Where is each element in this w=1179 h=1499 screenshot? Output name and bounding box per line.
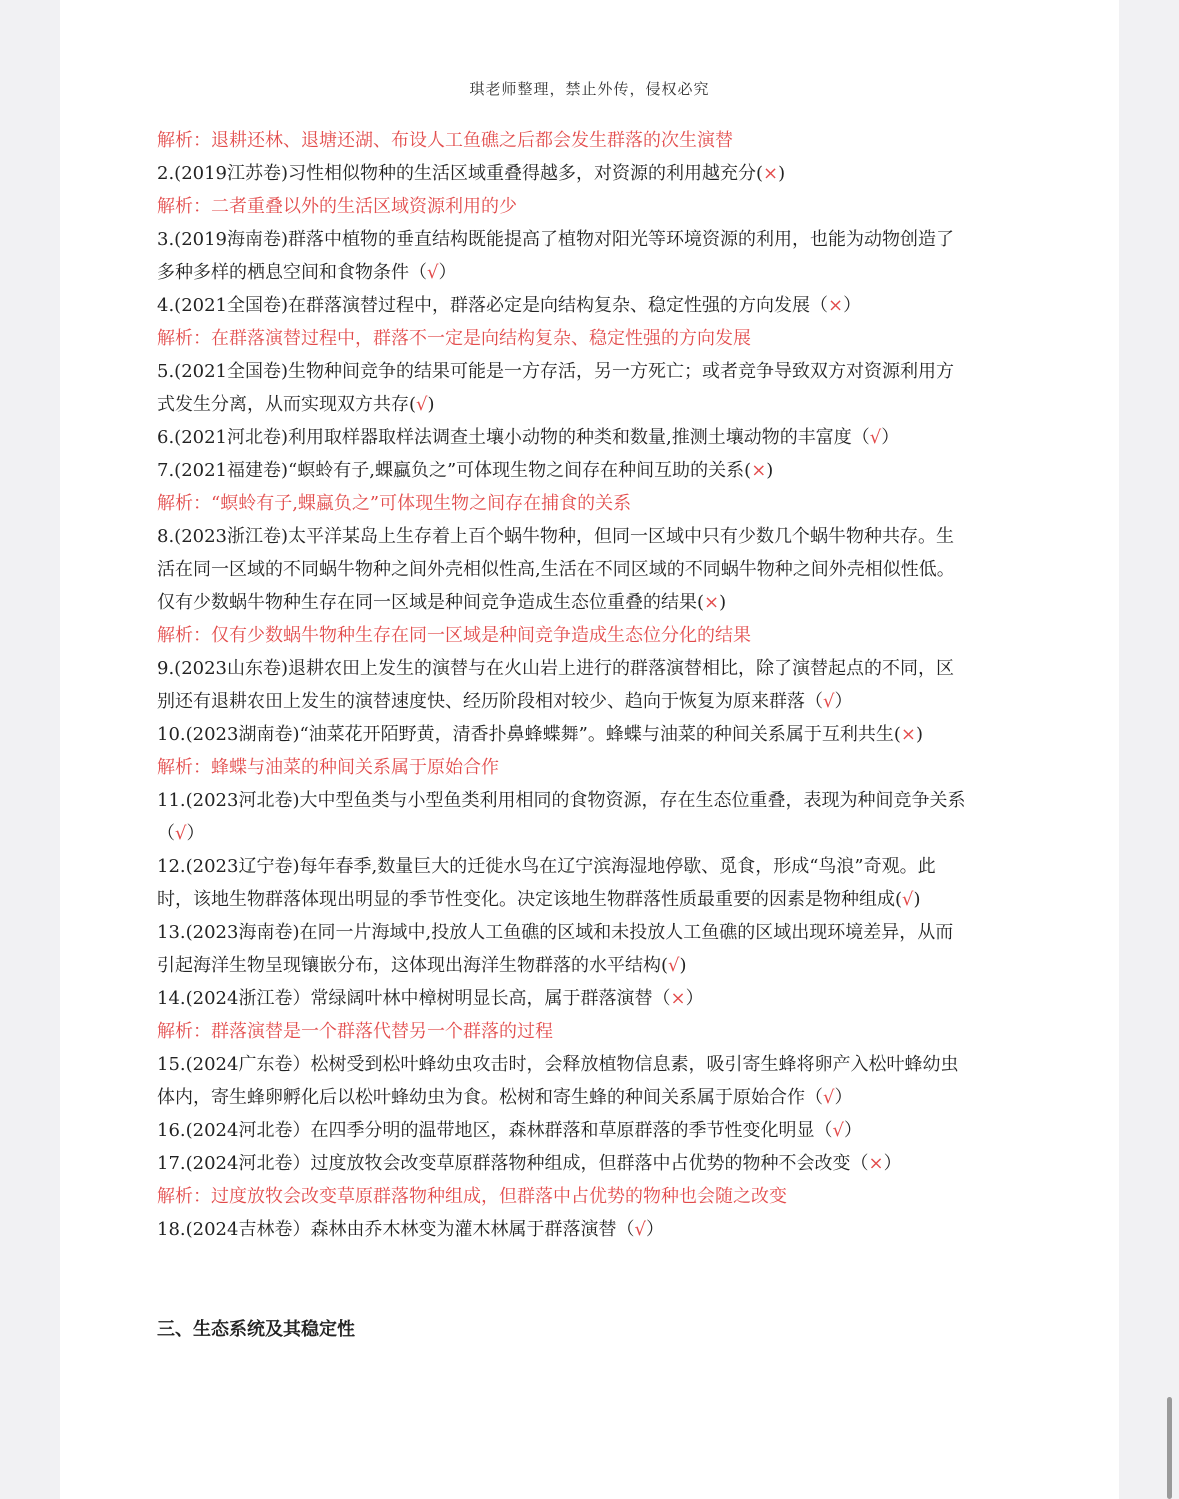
question-line xyxy=(157,454,1027,487)
question-line xyxy=(157,1048,1027,1081)
closing-paren: ） xyxy=(685,988,704,1009)
analysis-line xyxy=(157,1180,1027,1213)
check-mark: √ xyxy=(416,394,428,415)
vertical-scrollbar[interactable] xyxy=(1167,1397,1172,1499)
question-line xyxy=(157,982,1027,1015)
line-text: 10.(2023湖南卷)“油菜花开陌野黄，清香扑鼻蜂蝶舞”。蜂蝶与油菜的种间关系属于互利共生( xyxy=(157,724,901,745)
cross-mark: × xyxy=(900,724,916,745)
question-item xyxy=(157,652,1027,718)
closing-paren: ） xyxy=(883,1153,902,1174)
analysis-block xyxy=(157,322,1027,355)
line-text: 解析：蜂蝶与油菜的种间关系属于原始合作 xyxy=(157,757,499,778)
question-item xyxy=(157,157,1027,190)
question-item xyxy=(157,1114,1027,1147)
check-mark: √ xyxy=(832,1120,844,1141)
cross-mark: × xyxy=(763,163,779,184)
question-line xyxy=(157,388,1027,421)
line-text: 2.(2019江苏卷)习性相似物种的生活区域重叠得越多，对资源的利用越充分( xyxy=(157,163,764,184)
line-text: （ xyxy=(157,823,175,844)
line-text: 18.(2024吉林卷）森林由乔木林变为灌木林属于群落演替（ xyxy=(157,1219,635,1240)
question-item xyxy=(157,982,1027,1015)
question-item xyxy=(157,1147,1027,1180)
line-text: 活在同一区域的不同蜗牛物种之间外壳相似性高,生活在不同区域的不同蜗牛物种之间外壳相似性低。 xyxy=(157,559,955,580)
question-item xyxy=(157,520,1027,619)
question-item xyxy=(157,850,1027,916)
line-text: 别还有退耕农田上发生的演替速度快、经历阶段相对较少、趋向于恢复为原来群落（ xyxy=(157,691,823,712)
check-mark: √ xyxy=(902,889,914,910)
question-line xyxy=(157,1081,1027,1114)
analysis-line xyxy=(157,751,1027,784)
question-list xyxy=(157,124,1027,1246)
question-item xyxy=(157,718,1027,751)
watermark-header: 琪老师整理，禁止外传，侵权必究 xyxy=(469,80,710,98)
question-line xyxy=(157,256,1027,289)
closing-paren: ) xyxy=(766,460,774,481)
closing-paren: ) xyxy=(916,724,924,745)
question-item xyxy=(157,1048,1027,1114)
analysis-block xyxy=(157,619,1027,652)
analysis-line xyxy=(157,124,1027,157)
closing-paren: ) xyxy=(679,955,687,976)
section-heading: 三、生态系统及其稳定性 xyxy=(157,1319,355,1340)
analysis-block xyxy=(157,1180,1027,1213)
line-text: 16.(2024河北卷）在四季分明的温带地区，森林群落和草原群落的季节性变化明显（ xyxy=(157,1120,833,1141)
line-text: 6.(2021河北卷)利用取样器取样法调查土壤小动物的种类和数量,推测土壤动物的丰富度（ xyxy=(157,427,870,448)
closing-paren: ） xyxy=(438,262,457,283)
analysis-line xyxy=(157,1015,1027,1048)
line-text: 17.(2024河北卷）过度放牧会改变草原群落物种组成，但群落中占优势的物种不会改变（ xyxy=(157,1153,869,1174)
line-text: 体内，寄生蜂卵孵化后以松叶蜂幼虫为食。松树和寄生蜂的种间关系属于原始合作（ xyxy=(157,1087,823,1108)
closing-paren: ） xyxy=(843,1120,862,1141)
check-mark: √ xyxy=(668,955,680,976)
question-line xyxy=(157,949,1027,982)
question-line xyxy=(157,784,1027,817)
line-text: 解析：在群落演替过程中，群落不一定是向结构复杂、稳定性强的方向发展 xyxy=(157,328,751,349)
check-mark: √ xyxy=(175,823,187,844)
analysis-line xyxy=(157,487,1027,520)
closing-paren: ） xyxy=(834,691,853,712)
line-text: 11.(2023河北卷)大中型鱼类与小型鱼类利用相同的食物资源，存在生态位重叠，表现为种间竞争关系 xyxy=(157,790,966,811)
question-line xyxy=(157,520,1027,553)
analysis-block xyxy=(157,190,1027,223)
analysis-block xyxy=(157,487,1027,520)
analysis-block xyxy=(157,751,1027,784)
closing-paren: ) xyxy=(719,592,727,613)
question-item xyxy=(157,355,1027,421)
line-text: 3.(2019海南卷)群落中植物的垂直结构既能提高了植物对阳光等环境资源的利用，也能为动物创造了 xyxy=(157,229,955,250)
line-text: 4.(2021全国卷)在群落演替过程中，群落必定是向结构复杂、稳定性强的方向发展（ xyxy=(157,295,829,316)
question-line xyxy=(157,1114,1027,1147)
check-mark: √ xyxy=(869,427,882,448)
line-text: 12.(2023辽宁卷)每年春季,数量巨大的迁徙水鸟在辽宁滨海湿地停歇、觅食，形成“鸟浪”奇观。此 xyxy=(157,856,936,877)
question-line xyxy=(157,553,1027,586)
question-line xyxy=(157,157,1027,190)
line-text: 14.(2024浙江卷）常绿阔叶林中樟树明显长高，属于群落演替（ xyxy=(157,988,671,1009)
closing-paren: ) xyxy=(913,889,921,910)
question-line xyxy=(157,355,1027,388)
analysis-block xyxy=(157,124,1027,157)
line-text: 解析：过度放牧会改变草原群落物种组成，但群落中占优势的物种也会随之改变 xyxy=(157,1186,787,1207)
cross-mark: × xyxy=(704,592,720,613)
question-line xyxy=(157,685,1027,718)
closing-paren: ) xyxy=(427,394,435,415)
check-mark: √ xyxy=(823,691,835,712)
question-line xyxy=(157,718,1027,751)
question-line xyxy=(157,1213,1027,1246)
question-line xyxy=(157,223,1027,256)
analysis-block xyxy=(157,1015,1027,1048)
check-mark: √ xyxy=(634,1219,646,1240)
line-text: 5.(2021全国卷)生物种间竞争的结果可能是一方存活，另一方死亡；或者竞争导致双方对资源利用方 xyxy=(157,361,955,382)
closing-paren: ） xyxy=(843,295,862,316)
line-text: 13.(2023海南卷)在同一片海域中,投放人工鱼礁的区域和未投放人工鱼礁的区域出现环境差异，从而 xyxy=(157,922,954,943)
line-text: 15.(2024广东卷）松树受到松叶蜂幼虫攻击时，会释放植物信息素，吸引寄生蜂将卵产入松叶蜂幼虫 xyxy=(157,1054,959,1075)
question-line xyxy=(157,652,1027,685)
line-text: 仅有少数蜗牛物种生存在同一区域是种间竞争造成生态位重叠的结果( xyxy=(157,592,705,613)
question-item xyxy=(157,1213,1027,1246)
check-mark: √ xyxy=(427,262,439,283)
question-line xyxy=(157,850,1027,883)
document-page xyxy=(60,0,1119,1499)
line-text: 解析：退耕还林、退塘还湖、布设人工鱼礁之后都会发生群落的次生演替 xyxy=(157,130,733,151)
line-text: 引起海洋生物呈现镶嵌分布，这体现出海洋生物群落的水平结构( xyxy=(157,955,669,976)
cross-mark: × xyxy=(751,460,767,481)
line-text: 8.(2023浙江卷)太平洋某岛上生存着上百个蜗牛物种，但同一区域中只有少数几个蜗牛物种共存。生 xyxy=(157,526,955,547)
question-item xyxy=(157,454,1027,487)
question-item xyxy=(157,784,1027,850)
line-text: 解析：群落演替是一个群落代替另一个群落的过程 xyxy=(157,1021,553,1042)
question-line xyxy=(157,916,1027,949)
analysis-line xyxy=(157,190,1027,223)
question-line xyxy=(157,883,1027,916)
line-text: 解析：二者重叠以外的生活区域资源利用的少 xyxy=(157,196,517,217)
cross-mark: × xyxy=(868,1153,884,1174)
check-mark: √ xyxy=(823,1087,835,1108)
cross-mark: × xyxy=(828,295,844,316)
question-line xyxy=(157,421,1027,454)
cross-mark: × xyxy=(670,988,686,1009)
line-text: 7.(2021福建卷)“螟蛉有子,蜾蠃负之”可体现生物之间存在种间互助的关系( xyxy=(157,460,752,481)
question-line xyxy=(157,817,1027,850)
closing-paren: ） xyxy=(645,1219,664,1240)
question-item xyxy=(157,223,1027,289)
line-text: 时，该地生物群落体现出明显的季节性变化。决定该地生物群落性质最重要的因素是物种组成( xyxy=(157,889,903,910)
question-item xyxy=(157,421,1027,454)
line-text: 解析：仅有少数蜗牛物种生存在同一区域是种间竞争造成生态位分化的结果 xyxy=(157,625,751,646)
closing-paren: ） xyxy=(186,823,205,844)
closing-paren: ) xyxy=(778,163,786,184)
question-item xyxy=(157,916,1027,982)
closing-paren: ） xyxy=(881,427,900,448)
line-text: 9.(2023山东卷)退耕农田上发生的演替与在火山岩上进行的群落演替相比，除了演替起点的不同，区 xyxy=(157,658,955,679)
closing-paren: ） xyxy=(834,1087,853,1108)
question-line xyxy=(157,289,1027,322)
question-line xyxy=(157,1147,1027,1180)
question-line xyxy=(157,586,1027,619)
analysis-line xyxy=(157,619,1027,652)
analysis-line xyxy=(157,322,1027,355)
line-text: 式发生分离，从而实现双方共存( xyxy=(157,394,417,415)
question-item xyxy=(157,289,1027,322)
line-text: 解析：“螟蛉有子,蜾蠃负之”可体现生物之间存在捕食的关系 xyxy=(157,493,632,514)
line-text: 多种多样的栖息空间和食物条件（ xyxy=(157,262,427,283)
